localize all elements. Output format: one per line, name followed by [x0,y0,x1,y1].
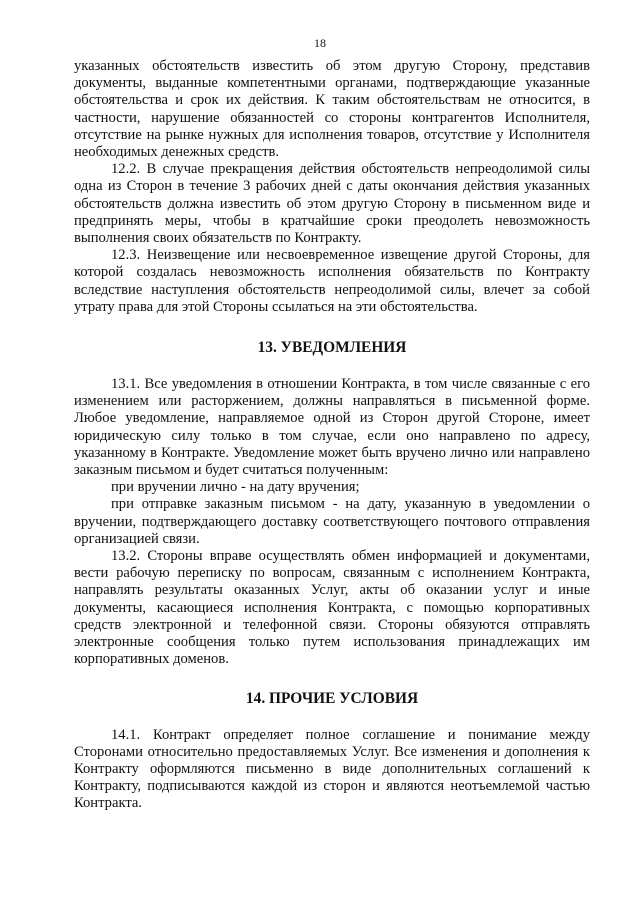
paragraph-12-2: 12.2. В случае прекращения действия обстоятельств непреодолимой силы одна из Сторон в течение 3 рабочих дней с даты окончания действия указанных обстоятельств должна известить об этом другую Сторону в письменном виде и предпринять меры, чтобы в кратчайшие сроки преодолеть невозможность выполнения своих обязательств по Контракту. [74,161,590,247]
section-heading-notifications: 13. УВЕДОМЛЕНИЯ [257,339,407,357]
paragraph-13-1: 13.1. Все уведомления в отношении Контракта, в том числе связанные с его изменением или расторжением, должны направляться в письменной форме. Любое уведомление, направляемое одной из Сторон другой Стороне, имеет юридическую силу только в том случае, если оно направлено по адресу, указанному в Контракте. Уведомление может быть вручено лично или направлено заказным письмом и будет считаться полученным: [74,376,590,479]
paragraph-13-1-delivery-mail: при отправке заказным письмом - на дату, указанную в уведомлении о вручении, подтверждающего доставку соответствующего почтового отправления организацией связи. [74,496,590,547]
section-heading-other-terms: 14. ПРОЧИЕ УСЛОВИЯ [245,689,419,707]
paragraph-12-1-continuation: указанных обстоятельств известить об этом другую Сторону, представив документы, выданные компетентными органами, подтверждающие указанные обстоятельства и срок их действия. К таким обстоятельствам не относится, в частности, нарушение обязанностей со стороны контрагентов Исполнителя, отсутствие на рынке нужных для исполнения товаров, отсутствие у Исполнителя необходимых денежных средств. [74,58,590,161]
paragraph-13-2: 13.2. Стороны вправе осуществлять обмен информацией и документами, вести рабочую переписку по вопросам, связанным с исполнением Контракта, направлять результаты оказанных Услуг, акты об оказании услуг и иные документы, касающиеся исполнения Контракта, с помощью корпоративных средств электронной и телефонной связи. Стороны обязуются отправлять электронные сообщения только путем использования принадлежащих им корпоративных доменов. [74,548,590,668]
document-body [74,58,590,813]
paragraph-12-3: 12.3. Неизвещение или несвоевременное извещение другой Стороны, для которой создалась невозможность исполнения обязательств по Контракту вследствие наступления обстоятельств непреодолимой силы, влечет за собой утрату права для этой Стороны ссылаться на эти обстоятельства. [74,247,590,315]
paragraph-14-1: 14.1. Контракт определяет полное соглашение и понимание между Сторонами относительно предоставляемых Услуг. Все изменения и дополнения к Контракту оформляются письменно в виде дополнительных соглашений к Контракту, подписываются каждой из сторон и являются неотъемлемой частью Контракта. [74,726,590,812]
paragraph-13-1-delivery-personal: при вручении лично - на дату вручения; [111,479,360,496]
page-number: 18 [314,36,326,50]
